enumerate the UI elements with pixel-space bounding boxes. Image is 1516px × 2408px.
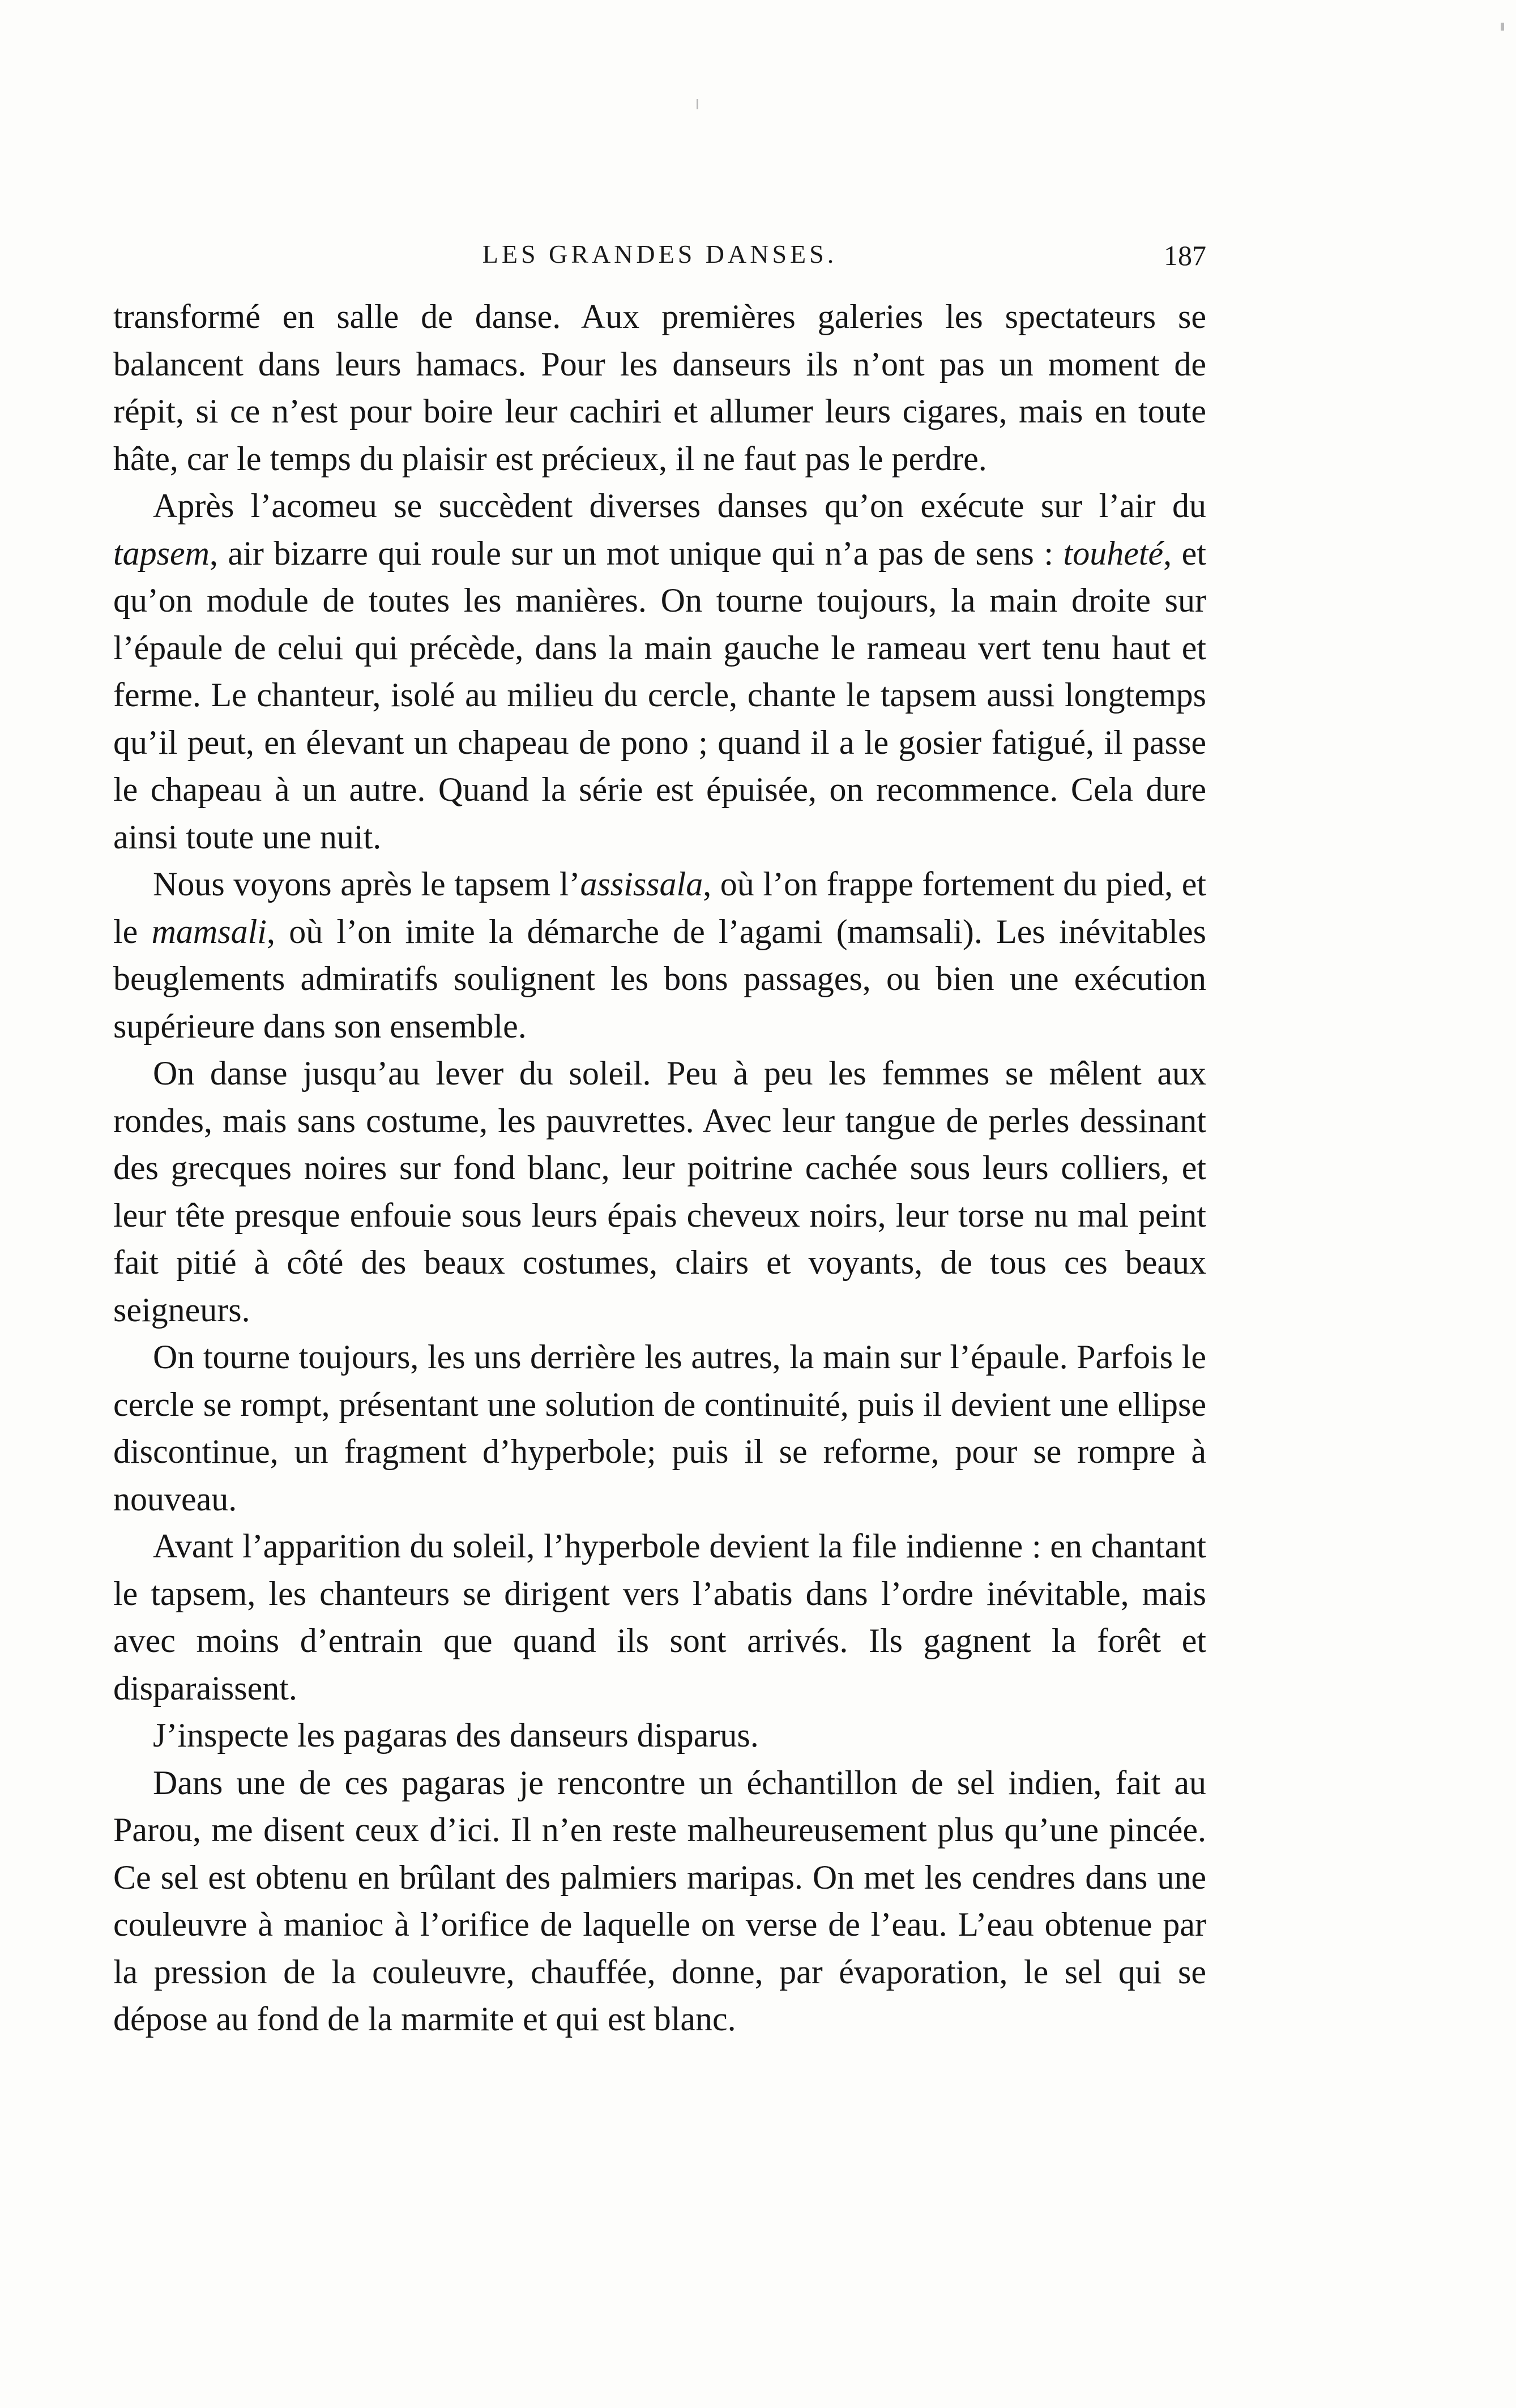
paragraph: [113, 861, 1206, 1050]
scan-speck: [1501, 23, 1504, 31]
italic-term: tapsem: [113, 534, 210, 572]
page-header: [113, 239, 1206, 273]
text-run: , air bizarre qui roule sur un mot unique qui n’a pas de sens :: [209, 534, 1064, 572]
text-run: J’inspecte les pagaras des danseurs disparus.: [153, 1717, 759, 1754]
paragraph: [113, 483, 1206, 861]
scan-speck: [697, 99, 698, 109]
paragraph: [113, 1712, 1206, 1760]
text-run: Nous voyons après le tapsem l’: [153, 865, 580, 903]
text-run: Dans une de ces pagaras je rencontre un échantillon de sel indien, fait au Parou, me disent ceux d’ici. Il n’en reste malheureusement plus qu’une pincée. Ce sel est obtenu en brûlant des palmiers maripas. On met les cendres dans une couleuvre à manioc à l’orifice de laquelle on verse de l’eau. L’eau obtenue par la pression de la couleuvre, chauffée, donne, par évaporation, le sel qui se dépose au fond de la marmite et qui est blanc.: [113, 1764, 1206, 2038]
paragraph: [113, 1760, 1206, 2043]
text-run: , où l’on frappe fortement du pied, et le: [113, 865, 1206, 950]
italic-term: assissala: [580, 865, 703, 903]
body-text: [113, 293, 1206, 2043]
text-run: , et qu’on module de toutes les manières. On tourne toujours, la main droite sur l’épaule de celui qui précède, dans la main gauche le rameau vert tenu haut et ferme. Le chanteur, isolé au milieu du cercle, chante le tapsem aussi longtemps qu’il peut, en élevant un chapeau de pono ; quand il a le gosier fatigué, il passe le chapeau à un autre. Quand la série est épuisée, on recommence. Cela dure ainsi toute une nuit.: [113, 534, 1206, 856]
text-run: Après l’acomeu se succèdent diverses danses qu’on exécute sur l’air du: [153, 487, 1206, 524]
italic-term: mamsali: [151, 912, 267, 950]
running-title: LES GRANDES DANSES.: [482, 240, 838, 268]
page-number: 187: [1164, 240, 1206, 271]
text-run: On tourne toujours, les uns derrière les autres, la main sur l’épaule. Parfois le cercle se rompt, présentant une solution de continuité, puis il devient une ellipse discontinue, un fragment d’hyperbole; puis il se reforme, pour se rompre à nouveau.: [113, 1338, 1206, 1518]
italic-term: touheté: [1063, 534, 1164, 572]
paragraph: [113, 1050, 1206, 1334]
paragraph: [113, 293, 1206, 483]
paragraph: [113, 1523, 1206, 1712]
text-run: Avant l’apparition du soleil, l’hyperbole devient la file indienne : en chantant le tapsem, les chanteurs se dirigent vers l’abatis dans l’ordre inévitable, mais avec moins d’entrain que quand ils sont arrivés. Ils gagnent la forêt et disparaissent.: [113, 1527, 1206, 1707]
text-run: , où l’on imite la démarche de l’agami (mamsali). Les inévitables beuglements admiratifs soulignent les bons passages, ou bien une exécution supérieure dans son ensemble.: [113, 912, 1206, 1045]
text-run: transformé en salle de danse. Aux premières galeries les spectateurs se balancent dans leurs hamacs. Pour les danseurs ils n’ont pas un moment de répit, si ce n’est pour boire leur cachiri et allumer leurs cigares, mais en toute hâte, car le temps du plaisir est précieux, il ne faut pas le perdre.: [113, 298, 1206, 477]
text-run: On danse jusqu’au lever du soleil. Peu à peu les femmes se mêlent aux rondes, mais sans costume, les pauvrettes. Avec leur tangue de perles dessinant des grecques noires sur fond blanc, leur poitrine cachée sous leurs colliers, et leur tête presque enfouie sous leurs épais cheveux noirs, leur torse nu mal peint fait pitié à côté des beaux costumes, clairs et voyants, de tous ces beaux seigneurs.: [113, 1054, 1206, 1329]
paragraph: [113, 1334, 1206, 1523]
